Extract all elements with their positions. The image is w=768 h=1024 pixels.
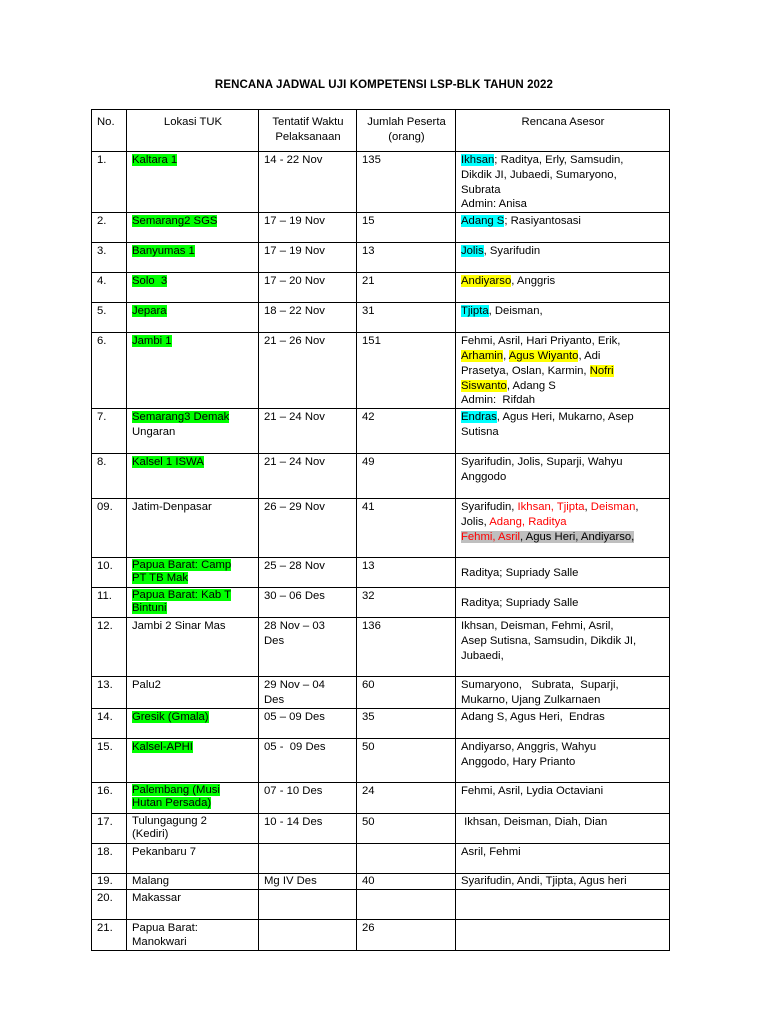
cell-asesor: Raditya; Supriady Salle	[456, 558, 670, 588]
cell-waktu: 21 – 24 Nov	[259, 409, 357, 454]
lokasi-line	[132, 784, 254, 798]
cell-asesor	[456, 213, 670, 243]
asesor-text: Prasetya, Oslan, Karmin,	[461, 364, 590, 377]
table-row	[92, 303, 670, 333]
header-waktu	[259, 110, 357, 152]
cell-asesor	[456, 499, 670, 558]
lokasi-line	[132, 797, 254, 811]
asesor-line	[461, 515, 665, 530]
asesor-line: Anggodo, Hary Prianto	[461, 755, 576, 768]
cell-asesor	[456, 618, 670, 677]
table-row	[92, 782, 670, 813]
cell-no: 15.	[92, 738, 127, 782]
cell-asesor: Adang S, Agus Heri, Endras	[456, 708, 670, 738]
lokasi-text: Kaltara 1	[132, 154, 178, 166]
asesor-line: Ikhsan, Deisman, Fehmi, Asril,	[461, 620, 614, 633]
asesor-text: ; Raditya, Erly, Samsudin,	[494, 154, 624, 166]
asesor-line: Admin: Rifdah	[461, 394, 536, 407]
asesor-text: Jolis,	[461, 515, 490, 528]
cell-no: 6.	[92, 333, 127, 409]
asesor-line: Fehmi, Asril, Hari Priyanto, Erik,	[461, 335, 621, 348]
cell-no: 1.	[92, 152, 127, 213]
cell-no: 8.	[92, 454, 127, 499]
table-row	[92, 152, 670, 213]
cell-waktu: 30 – 06 Des	[259, 588, 357, 618]
document-title: RENCANA JADWAL UJI KOMPETENSI LSP-BLK TAHUN 2022	[214, 79, 554, 91]
waktu-line: Des	[264, 634, 285, 647]
table-row	[92, 558, 670, 588]
asesor-text: ,	[635, 501, 639, 514]
lokasi-text: Papua Barat: Kab T	[132, 589, 232, 602]
cell-lokasi: Pekanbaru 7	[127, 843, 259, 873]
cell-waktu: 05 – 09 Des	[259, 708, 357, 738]
cell-no: 3.	[92, 243, 127, 273]
cell-jumlah: 49	[357, 454, 456, 499]
asesor-text: , Adi	[578, 349, 601, 362]
header-lokasi: Lokasi TUK	[127, 110, 259, 152]
cell-asesor	[456, 152, 670, 213]
cell-asesor	[456, 303, 670, 333]
cell-waktu	[259, 677, 357, 709]
cell-jumlah: 50	[357, 813, 456, 843]
asesor-line: Sumaryono, Subrata, Suparji,	[461, 679, 619, 692]
table-row	[92, 889, 670, 919]
cell-no: 21.	[92, 919, 127, 951]
cell-no: 12.	[92, 618, 127, 677]
cell-asesor: Asril, Fehmi	[456, 843, 670, 873]
table-row	[92, 243, 670, 273]
cell-waktu: 17 – 19 Nov	[259, 243, 357, 273]
cell-lokasi	[127, 738, 259, 782]
cell-jumlah: 26	[357, 919, 456, 951]
cell-jumlah: 41	[357, 499, 456, 558]
asesor-line: Anggodo	[461, 470, 507, 483]
lokasi-line	[132, 572, 254, 585]
cell-waktu	[259, 889, 357, 919]
asesor-line	[461, 379, 665, 394]
cell-lokasi	[127, 152, 259, 213]
cell-asesor: Syarifudin, Andi, Tjipta, Agus heri	[456, 873, 670, 889]
cell-lokasi	[127, 273, 259, 303]
cell-jumlah	[357, 889, 456, 919]
asesor-text: , Agus Heri, Mukarno, Asep	[496, 411, 634, 424]
cell-waktu	[259, 618, 357, 677]
lokasi-text: Gresik (Gmala)	[132, 710, 209, 723]
cell-jumlah: 42	[357, 409, 456, 454]
cell-waktu: 26 – 29 Nov	[259, 499, 357, 558]
asesor-text: , Anggris	[511, 275, 556, 288]
cell-lokasi	[127, 409, 259, 454]
cell-waktu: 05 - 09 Des	[259, 738, 357, 782]
table-row	[92, 454, 670, 499]
lokasi-line: Papua Barat:	[132, 921, 198, 934]
cell-jumlah: 24	[357, 782, 456, 813]
asesor-text: , Syarifudin	[483, 245, 541, 258]
asesor-highlight: Agus Wiyanto	[508, 349, 579, 362]
cell-waktu: 14 - 22 Nov	[259, 152, 357, 213]
asesor-text: ,	[584, 501, 591, 514]
cell-asesor	[456, 454, 670, 499]
cell-no: 09.	[92, 499, 127, 558]
cell-asesor	[456, 333, 670, 409]
cell-asesor: Fehmi, Asril, Lydia Octaviani	[456, 782, 670, 813]
cell-no: 20.	[92, 889, 127, 919]
cell-lokasi: Malang	[127, 873, 259, 889]
asesor-line	[461, 500, 665, 515]
cell-lokasi	[127, 213, 259, 243]
table-header-row	[92, 110, 670, 152]
lokasi-text: Bintuni	[132, 601, 167, 614]
cell-no: 19.	[92, 873, 127, 889]
lokasi-text: Papua Barat: Camp	[132, 559, 232, 572]
cell-lokasi: Jambi 2 Sinar Mas	[127, 618, 259, 677]
cell-lokasi	[127, 782, 259, 813]
asesor-highlight: Siswanto	[461, 379, 507, 392]
cell-waktu: 17 – 19 Nov	[259, 213, 357, 243]
asesor-highlight: Andiyarso	[461, 275, 512, 288]
asesor-line: Sutisna	[461, 425, 499, 438]
asesor-line	[461, 349, 665, 364]
cell-waktu: Mg IV Des	[259, 873, 357, 889]
cell-waktu: 17 – 20 Nov	[259, 273, 357, 303]
asesor-text: ,	[503, 349, 509, 362]
lokasi-line: Manokwari	[132, 936, 187, 949]
cell-jumlah: 21	[357, 273, 456, 303]
asesor-line	[461, 364, 665, 379]
table-row	[92, 213, 670, 243]
asesor-line: Admin: Anisa	[461, 198, 527, 211]
lokasi-text: Banyumas 1	[132, 245, 195, 258]
asesor-line: Asep Sutisna, Samsudin, Dikdik JI,	[461, 634, 637, 647]
lokasi-text: Hutan Persada)	[132, 797, 212, 810]
lokasi-text: Kalsel-APHI	[132, 740, 193, 753]
waktu-line: Des	[264, 693, 285, 706]
lokasi-line: Ungaran	[132, 425, 176, 438]
cell-no: 5.	[92, 303, 127, 333]
asesor-text: ; Rasiyantosasi	[504, 215, 581, 228]
asesor-highlight: Tjipta	[461, 305, 489, 318]
cell-asesor	[456, 889, 670, 919]
asesor-text: Syarifudin,	[461, 501, 518, 514]
asesor-highlight: Nofri	[589, 364, 614, 377]
table-row	[92, 499, 670, 558]
cell-lokasi	[127, 558, 259, 588]
table-row	[92, 873, 670, 889]
table-row	[92, 738, 670, 782]
table-row	[92, 588, 670, 618]
asesor-line	[461, 410, 665, 425]
asesor-line	[461, 530, 665, 545]
header-jumlah-line2: (orang)	[388, 130, 425, 143]
lokasi-line: Tulungagung 2	[132, 814, 207, 827]
lokasi-text: Semarang3 Demak	[132, 411, 230, 424]
asesor-red-gray: Fehmi, Asril	[461, 530, 521, 543]
cell-waktu: 21 – 24 Nov	[259, 454, 357, 499]
asesor-highlight: Arhamin	[461, 349, 504, 362]
asesor-highlight: Adang S	[461, 215, 505, 228]
cell-no: 14.	[92, 708, 127, 738]
lokasi-text: PT TB Mak	[132, 571, 189, 584]
cell-lokasi	[127, 333, 259, 409]
cell-asesor: Raditya; Supriady Salle	[456, 588, 670, 618]
asesor-text: , Adang S	[506, 379, 556, 392]
cell-asesor	[456, 919, 670, 951]
waktu-line: 29 Nov – 04	[264, 679, 325, 692]
cell-asesor: Ikhsan, Deisman, Diah, Dian	[456, 813, 670, 843]
cell-no: 10.	[92, 558, 127, 588]
cell-lokasi	[127, 708, 259, 738]
asesor-text: , Deisman,	[488, 305, 543, 318]
cell-waktu	[259, 843, 357, 873]
cell-lokasi: Makassar	[127, 889, 259, 919]
cell-jumlah: 60	[357, 677, 456, 709]
cell-asesor	[456, 677, 670, 709]
cell-waktu: 21 – 26 Nov	[259, 333, 357, 409]
cell-jumlah: 50	[357, 738, 456, 782]
lokasi-text: Jepara	[132, 305, 167, 318]
lokasi-line	[132, 602, 254, 615]
lokasi-line	[132, 589, 254, 602]
lokasi-line	[132, 559, 254, 572]
asesor-highlight: Endras	[461, 411, 497, 424]
cell-jumlah: 13	[357, 243, 456, 273]
cell-waktu: 18 – 22 Nov	[259, 303, 357, 333]
cell-lokasi	[127, 303, 259, 333]
cell-jumlah: 31	[357, 303, 456, 333]
cell-asesor	[456, 738, 670, 782]
cell-no: 7.	[92, 409, 127, 454]
cell-jumlah: 32	[357, 588, 456, 618]
asesor-line: Andiyarso, Anggris, Wahyu	[461, 740, 597, 753]
lokasi-line	[132, 410, 254, 425]
asesor-line: Jubaedi,	[461, 649, 504, 662]
cell-lokasi	[127, 454, 259, 499]
lokasi-text: Solo 3	[132, 275, 168, 288]
asesor-line: Mukarno, Ujang Zulkarnaen	[461, 693, 601, 706]
cell-asesor	[456, 409, 670, 454]
table-row	[92, 333, 670, 409]
waktu-line: 28 Nov – 03	[264, 620, 325, 633]
cell-lokasi	[127, 919, 259, 951]
asesor-red: Ikhsan, Tjipta	[517, 501, 585, 514]
cell-no: 13.	[92, 677, 127, 709]
table-row	[92, 813, 670, 843]
table-row	[92, 843, 670, 873]
header-waktu-line1: Tentatif Waktu	[272, 116, 344, 128]
cell-lokasi	[127, 243, 259, 273]
cell-jumlah: 35	[357, 708, 456, 738]
cell-waktu: 25 – 28 Nov	[259, 558, 357, 588]
cell-lokasi	[127, 813, 259, 843]
asesor-red: Adang, Raditya	[489, 515, 567, 528]
cell-jumlah: 135	[357, 152, 456, 213]
cell-jumlah: 13	[357, 558, 456, 588]
cell-asesor	[456, 243, 670, 273]
lokasi-line: (Kediri)	[132, 828, 169, 841]
asesor-line: Subrata	[461, 183, 501, 196]
cell-jumlah: 136	[357, 618, 456, 677]
table-row	[92, 273, 670, 303]
lokasi-text: Jambi 1	[132, 335, 172, 348]
asesor-line: Dikdik JI, Jubaedi, Sumaryono,	[461, 168, 617, 181]
cell-waktu: 10 - 14 Des	[259, 813, 357, 843]
cell-no: 17.	[92, 813, 127, 843]
cell-no: 16.	[92, 782, 127, 813]
schedule-table	[91, 109, 670, 951]
table-row	[92, 919, 670, 951]
cell-lokasi	[127, 588, 259, 618]
cell-lokasi: Palu2	[127, 677, 259, 709]
lokasi-text: Kalsel 1 ISWA	[132, 456, 204, 469]
lokasi-text: Palembang (Musi	[132, 783, 220, 796]
lokasi-text: Semarang2 SGS	[132, 215, 218, 228]
cell-jumlah: 15	[357, 213, 456, 243]
cell-jumlah: 40	[357, 873, 456, 889]
asesor-gray: , Agus Heri, Andiyarso,	[520, 530, 635, 543]
header-jumlah	[357, 110, 456, 152]
header-waktu-line2: Pelaksanaan	[275, 130, 341, 143]
table-row	[92, 409, 670, 454]
cell-no: 2.	[92, 213, 127, 243]
asesor-line	[461, 153, 665, 168]
table-row	[92, 618, 670, 677]
cell-jumlah	[357, 843, 456, 873]
cell-no: 18.	[92, 843, 127, 873]
cell-asesor	[456, 273, 670, 303]
asesor-red: Deisman	[590, 501, 636, 514]
cell-jumlah: 151	[357, 333, 456, 409]
asesor-highlight: Ikhsan	[461, 154, 495, 166]
header-asesor: Rencana Asesor	[456, 110, 670, 152]
table-row	[92, 677, 670, 709]
asesor-highlight: Jolis	[461, 245, 484, 258]
cell-no: 11.	[92, 588, 127, 618]
cell-waktu	[259, 919, 357, 951]
header-jumlah-line1: Jumlah Peserta	[367, 116, 446, 128]
header-no: No.	[92, 110, 127, 152]
cell-no: 4.	[92, 273, 127, 303]
cell-lokasi: Jatim-Denpasar	[127, 499, 259, 558]
asesor-line: Syarifudin, Jolis, Suparji, Wahyu	[461, 456, 623, 469]
table-row	[92, 708, 670, 738]
cell-waktu: 07 - 10 Des	[259, 782, 357, 813]
